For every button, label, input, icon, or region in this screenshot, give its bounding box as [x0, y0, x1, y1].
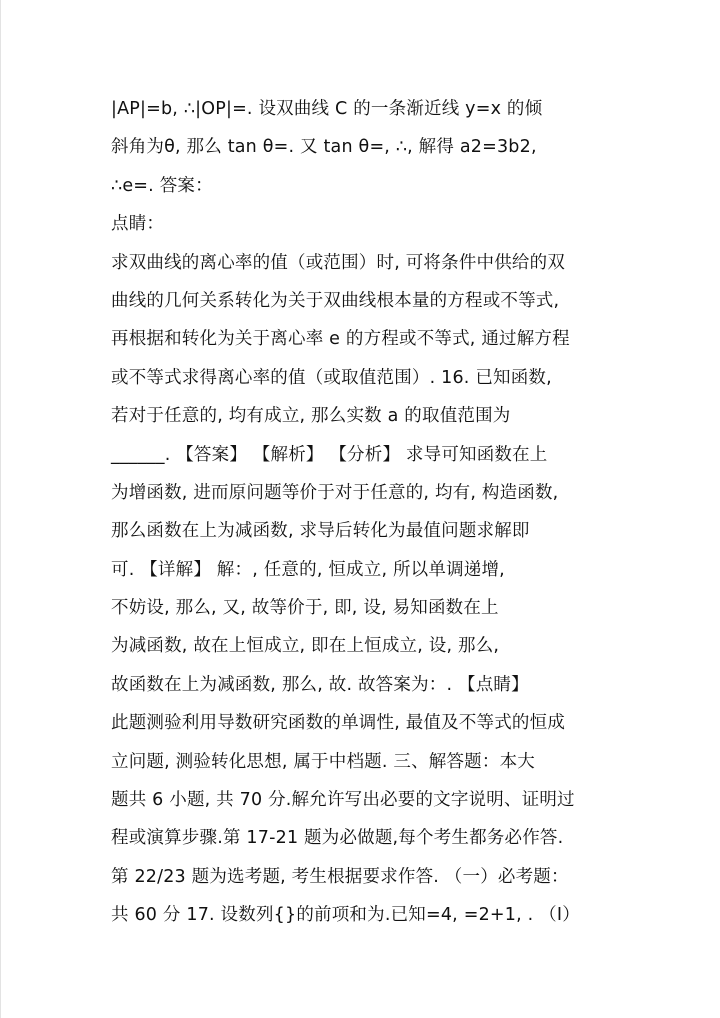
text-line-13: 可. 【详解】 解：, 任意的, 恒成立, 所以单调递增,	[111, 559, 505, 580]
text-line-1: |AP|=b, ∴|OP|=. 设双曲线 C 的一条渐近线 y=x 的倾	[111, 99, 543, 119]
text-line-14: 不妨设, 那么, 又, 故等价于, 即, 设, 易知函数在上	[111, 598, 499, 619]
text-line-12: 那么函数在上为减函数, 求导后转化为最值问题求解即	[111, 521, 530, 542]
text-line-8: 或不等式求得离心率的值（或取值范围）. 16. 已知函数,	[111, 367, 552, 388]
text-line-16: 故函数在上为减函数, 那么, 故. 故答案为：. 【点睛】	[111, 674, 529, 695]
text-line-15: 为减函数, 故在上恒成立, 即在上恒成立, 设, 那么,	[111, 636, 500, 657]
text-line-21: 第 22/23 题为选考题, 考生根据要求作答. （一）必考题：	[111, 866, 569, 887]
text-line-22: 共 60 分 17. 设数列{}的前项和为.已知=4, =2+1, . （Ⅰ）	[111, 905, 580, 926]
text-line-7: 再根据和转化为关于离心率 e 的方程或不等式, 通过解方程	[111, 329, 570, 350]
text-line-10: ______. 【答案】 【解析】 【分析】 求导可知函数在上	[111, 444, 548, 465]
text-line-17: 此题测验利用导数研究函数的单调性, 最值及不等式的恒成	[111, 713, 566, 734]
body-text	[111, 90, 611, 935]
text-line-3: ∴e=. 答案：	[111, 175, 213, 196]
text-line-20: 程或演算步骤.第 17-21 题为必做题,每个考生都务必作答.	[111, 828, 564, 849]
text-line-5: 求双曲线的离心率的值（或范围）时, 可将条件中供给的双	[111, 252, 566, 273]
text-line-4: 点睛：	[111, 214, 165, 235]
text-line-2: 斜角为θ, 那么 tan θ=. 又 tan θ=, ∴, 解得 a2=3b2,	[111, 137, 537, 158]
text-line-11: 为增函数, 进而原问题等价于对于任意的, 均有, 构造函数,	[111, 482, 559, 503]
text-line-19: 题共 6 小题, 共 70 分.解允许写出必要的文字说明、证明过	[111, 790, 575, 811]
text-line-18: 立问题, 测验转化思想, 属于中档题. 三、解答题：本大	[111, 751, 535, 772]
text-line-6: 曲线的几何关系转化为关于双曲线根本量的方程或不等式,	[111, 290, 560, 311]
text-line-9: 若对于任意的, 均有成立, 那么实数 a 的取值范围为	[111, 406, 511, 427]
